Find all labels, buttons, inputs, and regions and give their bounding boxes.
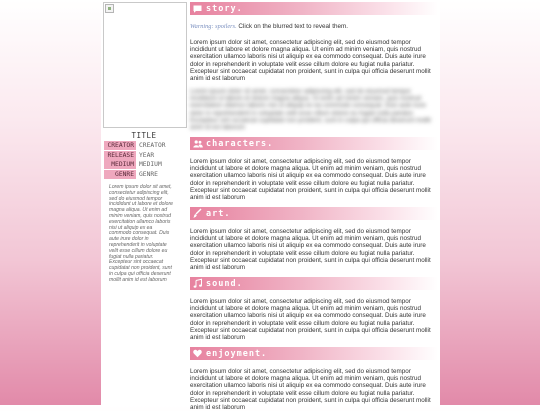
meta-row-creator bbox=[104, 141, 188, 150]
meta-row-release bbox=[104, 151, 188, 160]
meta-row-medium bbox=[104, 160, 188, 169]
meta-key: MEDIUM bbox=[104, 160, 136, 169]
work-title: TITLE bbox=[131, 131, 157, 140]
enjoyment-paragraph: Lorem ipsum dolor sit amet, consectetur adipiscing elit, sed do eiusmod tempor incididunt ut labore et dolore magna aliqua. Ut enim ad minim veniam, quis nostrud exercitation ullamco laboris nisi ut aliquip ex ea commodo consequat. Duis aute irure dolor in reprehenderit in voluptate velit esse cillum dolore eu fugiat nulla pariatur. Excepteur sint occaecat cupidatat non proident, sunt in culpa qui officia deserunt mollit anim id est laborum bbox=[190, 368, 431, 411]
meta-table bbox=[104, 141, 188, 179]
section-title: characters. bbox=[206, 138, 274, 149]
sidebar-blurb: Lorem ipsum dolor sit amet, consectetur adipiscing elit, sed do eiusmod tempor incididunt ut labore et dolore magna aliqua. Ut enim ad minim veniam, quis nostrud exercitation ullamco laboris nisi ut aliquip ex ea commodo consequat. Duis aute irure dolor in reprehenderit in voluptate velit esse cillum dolore eu fugiat nulla pariatur. Excepteur sint occaecat cupidatat non proident, sunt in culpa qui officia deserunt mollit anim id est laborum bbox=[109, 184, 173, 283]
section-title: art. bbox=[206, 208, 231, 219]
meta-row-genre bbox=[104, 170, 188, 179]
cover-image bbox=[103, 2, 187, 128]
section-title: sound. bbox=[206, 278, 243, 289]
spoiler-paragraph[interactable]: Lorem ipsum dolor sit amet, consectetur adipiscing elit, sed do eiusmod tempor incididunt ut labore et dolore magna aliqua. Ut enim ad minim veniam, quis nostrud exercitation ullamco laboris nisi ut aliquip ex ea commodo consequat. Duis aute irure dolor in reprehenderit in voluptate velit esse cillum dolore eu fugiat nulla pariatur. Excepteur sint occaecat cupidatat non proident, sunt in culpa qui officia deserunt mollit anim id est laborum bbox=[190, 88, 431, 132]
section-header-story bbox=[190, 2, 438, 15]
section-header-sound bbox=[190, 277, 438, 290]
heart-icon bbox=[193, 349, 202, 358]
warning-text: Click on the blurred text to reveal them. bbox=[236, 23, 348, 30]
review-page bbox=[101, 0, 440, 411]
meta-value: MEDIUM bbox=[139, 161, 162, 168]
users-icon bbox=[193, 139, 202, 148]
message-icon bbox=[193, 4, 202, 13]
music-note-icon bbox=[193, 279, 202, 288]
art-paragraph: Lorem ipsum dolor sit amet, consectetur adipiscing elit, sed do eiusmod tempor incididunt ut labore et dolore magna aliqua. Ut enim ad minim veniam, quis nostrud exercitation ullamco laboris nisi ut aliquip ex ea commodo consequat. Duis aute irure dolor in reprehenderit in voluptate velit esse cillum dolore eu fugiat nulla pariatur. Excepteur sint occaecat cupidatat non proident, sunt in culpa qui officia deserunt mollit anim id est laborum bbox=[190, 228, 431, 272]
meta-key: GENRE bbox=[104, 170, 136, 179]
section-title: story. bbox=[206, 3, 243, 14]
meta-value: GENRE bbox=[139, 170, 158, 178]
sound-paragraph: Lorem ipsum dolor sit amet, consectetur adipiscing elit, sed do eiusmod tempor incididunt ut labore et dolore magna aliqua. Ut enim ad minim veniam, quis nostrud exercitation ullamco laboris nisi ut aliquip ex ea commodo consequat. Duis aute irure dolor in reprehenderit in voluptate velit esse cillum dolore eu fugiat nulla pariatur. Excepteur sint occaecat cupidatat non proident, sunt in culpa qui officia deserunt mollit anim id est laborum bbox=[190, 298, 431, 342]
meta-value: CREATOR bbox=[139, 142, 166, 149]
meta-key: RELEASE bbox=[104, 151, 136, 160]
warning-label: Warning: spoilers. bbox=[190, 23, 237, 30]
spoiler-warning bbox=[190, 23, 436, 30]
characters-paragraph: Lorem ipsum dolor sit amet, consectetur adipiscing elit, sed do eiusmod tempor incididunt ut labore et dolore magna aliqua. Ut enim ad minim veniam, quis nostrud exercitation ullamco laboris nisi ut aliquip ex ea commodo consequat. Duis aute irure dolor in reprehenderit in voluptate velit esse cillum dolore eu fugiat nulla pariatur. Excepteur sint occaecat cupidatat non proident, sunt in culpa qui officia deserunt mollit anim id est laborum bbox=[190, 158, 431, 202]
meta-key: CREATOR bbox=[104, 141, 136, 150]
meta-value: YEAR bbox=[139, 151, 155, 159]
section-header-enjoyment bbox=[190, 347, 438, 360]
section-header-characters bbox=[190, 137, 438, 150]
brush-icon bbox=[193, 209, 202, 218]
section-title: enjoyment. bbox=[206, 348, 268, 359]
broken-image-icon bbox=[105, 4, 114, 13]
story-paragraph: Lorem ipsum dolor sit amet, consectetur adipiscing elit, sed do eiusmod tempor incididunt ut labore et dolore magna aliqua. Ut enim ad minim veniam, quis nostrud exercitation ullamco laboris nisi ut aliquip ex ea commodo consequat. Duis aute irure dolor in reprehenderit in voluptate velit esse cillum dolore eu fugiat nulla pariatur. Excepteur sint occaecat cupidatat non proident, sunt in culpa qui officia deserunt mollit anim id est laborum bbox=[190, 39, 431, 83]
section-header-art bbox=[190, 207, 438, 220]
